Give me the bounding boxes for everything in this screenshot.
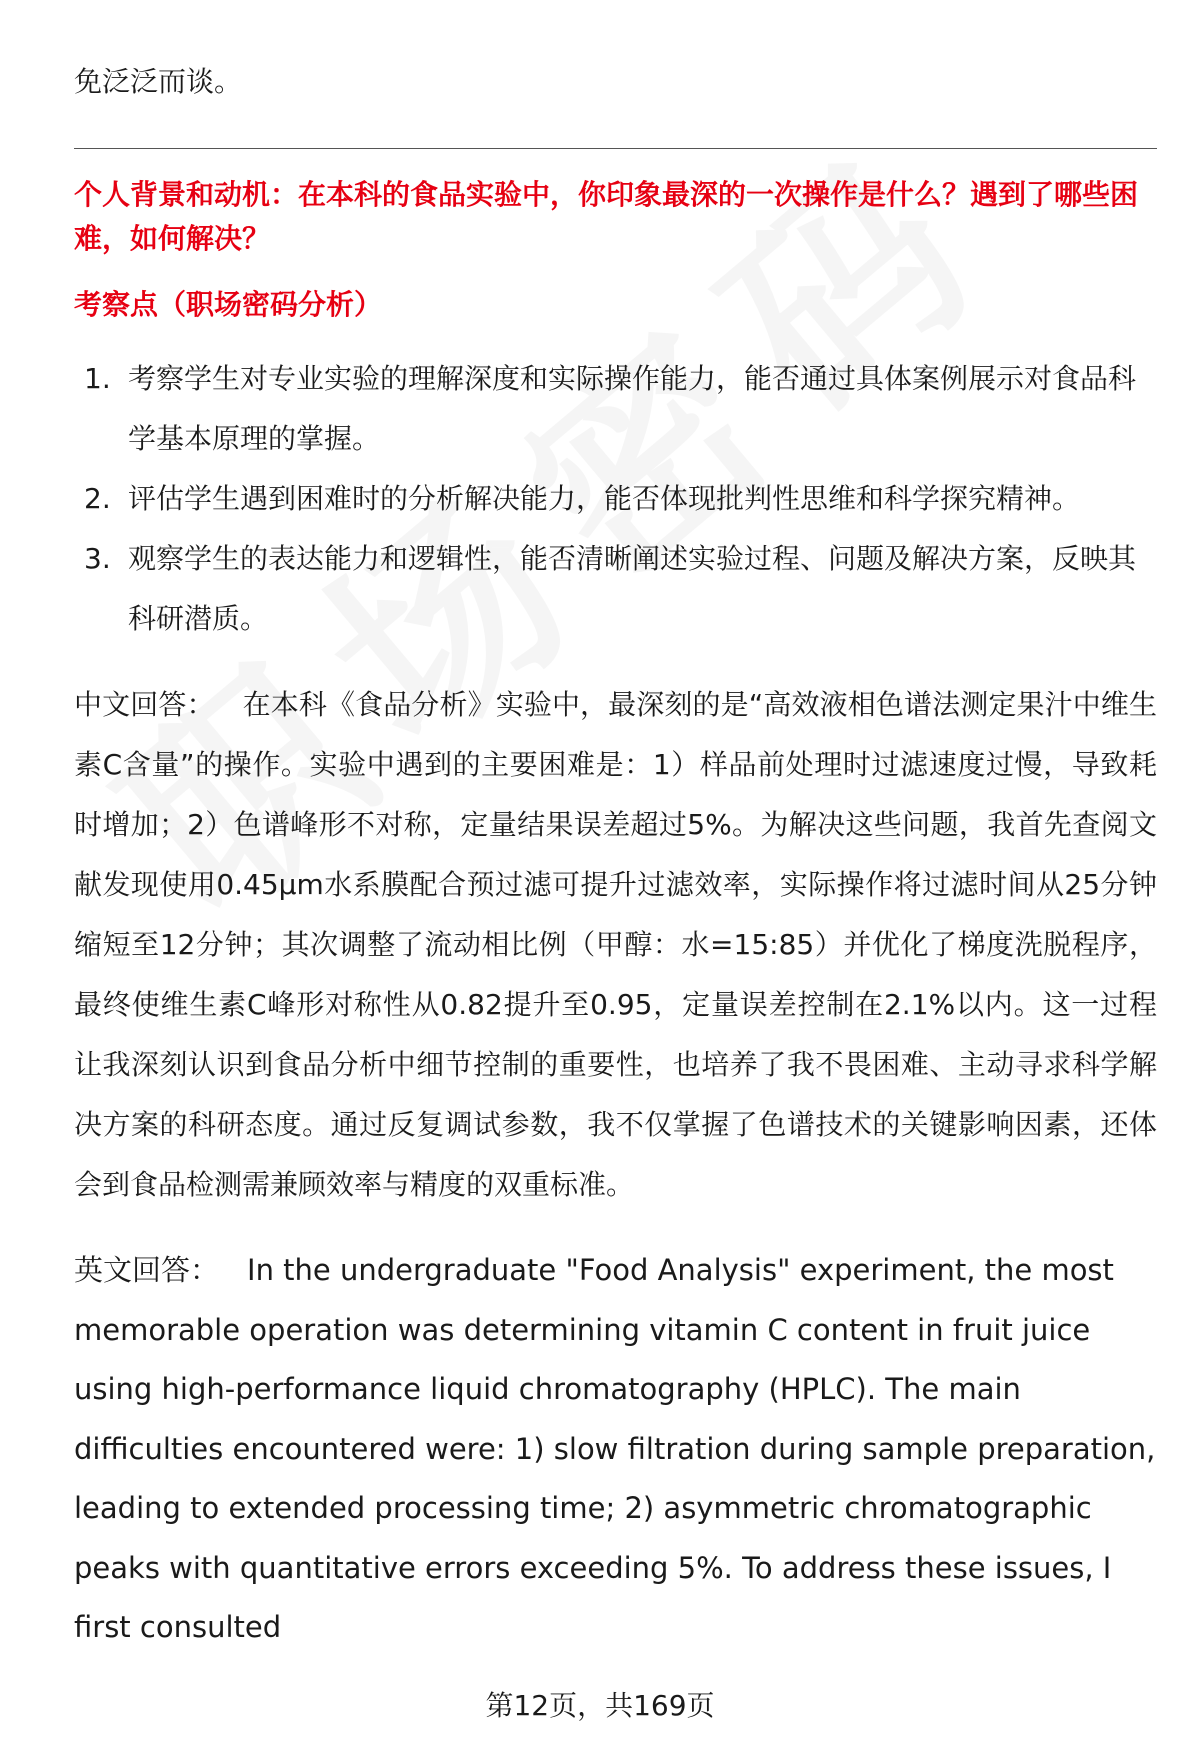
list-item bbox=[74, 349, 1157, 469]
list-item-text: 观察学生的表达能力和逻辑性，能否清晰阐述实验过程、问题及解决方案，反映其科研潜质。 bbox=[128, 542, 1137, 635]
list-item bbox=[74, 529, 1157, 649]
list-item-number: 2. bbox=[84, 482, 111, 515]
section-divider bbox=[74, 148, 1157, 149]
english-answer bbox=[74, 1241, 1157, 1658]
chinese-answer-label: 中文回答： bbox=[74, 688, 215, 721]
list-item-number: 3. bbox=[84, 542, 111, 575]
analysis-points-list bbox=[74, 349, 1157, 649]
question-heading: 个人背景和动机：在本科的食品实验中，你印象最深的一次操作是什么？遇到了哪些困难，如何解决？ bbox=[74, 178, 1139, 255]
list-item-number: 1. bbox=[84, 362, 111, 395]
english-answer-label: 英文回答： bbox=[74, 1253, 220, 1287]
chinese-answer-text: 在本科《食品分析》实验中，最深刻的是“高效液相色谱法测定果汁中维生素C含量”的操作。实验中遇到的主要困难是：1）样品前处理时过滤速度过慢，导致耗时增加；2）色谱峰形不对称，定量结果误差超过5%。为解决这些问题，我首先查阅文献发现使用0.45μm水系膜配合预过滤可提升过滤效率，实际操作将过滤时间从25分钟缩短至12分钟；其次调整了流动相比例（甲醇：水=15:85）并优化了梯度洗脱程序，最终使维生素C峰形对称性从0.82提升至0.95，定量误差控制在2.1%以内。这一过程让我深刻认识到食品分析中细节控制的重要性，也培养了我不畏困难、主动寻求科学解决方案的科研态度。通过反复调试参数，我不仅掌握了色谱技术的关键影响因素，还体会到食品检测需兼顾效率与精度的双重标准。 bbox=[74, 688, 1157, 1201]
english-answer-text: In the undergraduate "Food Analysis" experiment, the most memorable operation was determining vitamin C content in fruit juice using high-performance liquid chromatography (HPLC). The main difficulties encountered were: 1) slow filtration during sample preparation, leading to extended processing time; 2) asymmetric chromatographic peaks with quantitative errors exceeding 5%. To address these issues, I first consulted bbox=[74, 1253, 1156, 1644]
document-page bbox=[74, 52, 1157, 1658]
lead-text: 免泛泛而谈。 bbox=[74, 65, 243, 98]
chinese-answer bbox=[74, 675, 1157, 1215]
list-item-text: 考察学生对专业实验的理解深度和实际操作能力，能否通过具体案例展示对食品科学基本原理的掌握。 bbox=[128, 362, 1137, 455]
list-item bbox=[74, 469, 1157, 529]
list-item-text: 评估学生遇到困难时的分析解决能力，能否体现批判性思维和科学探究精神。 bbox=[128, 482, 1081, 515]
page-number-footer: 第12页，共169页 bbox=[485, 1689, 715, 1722]
analysis-heading: 考察点（职场密码分析） bbox=[74, 288, 383, 321]
